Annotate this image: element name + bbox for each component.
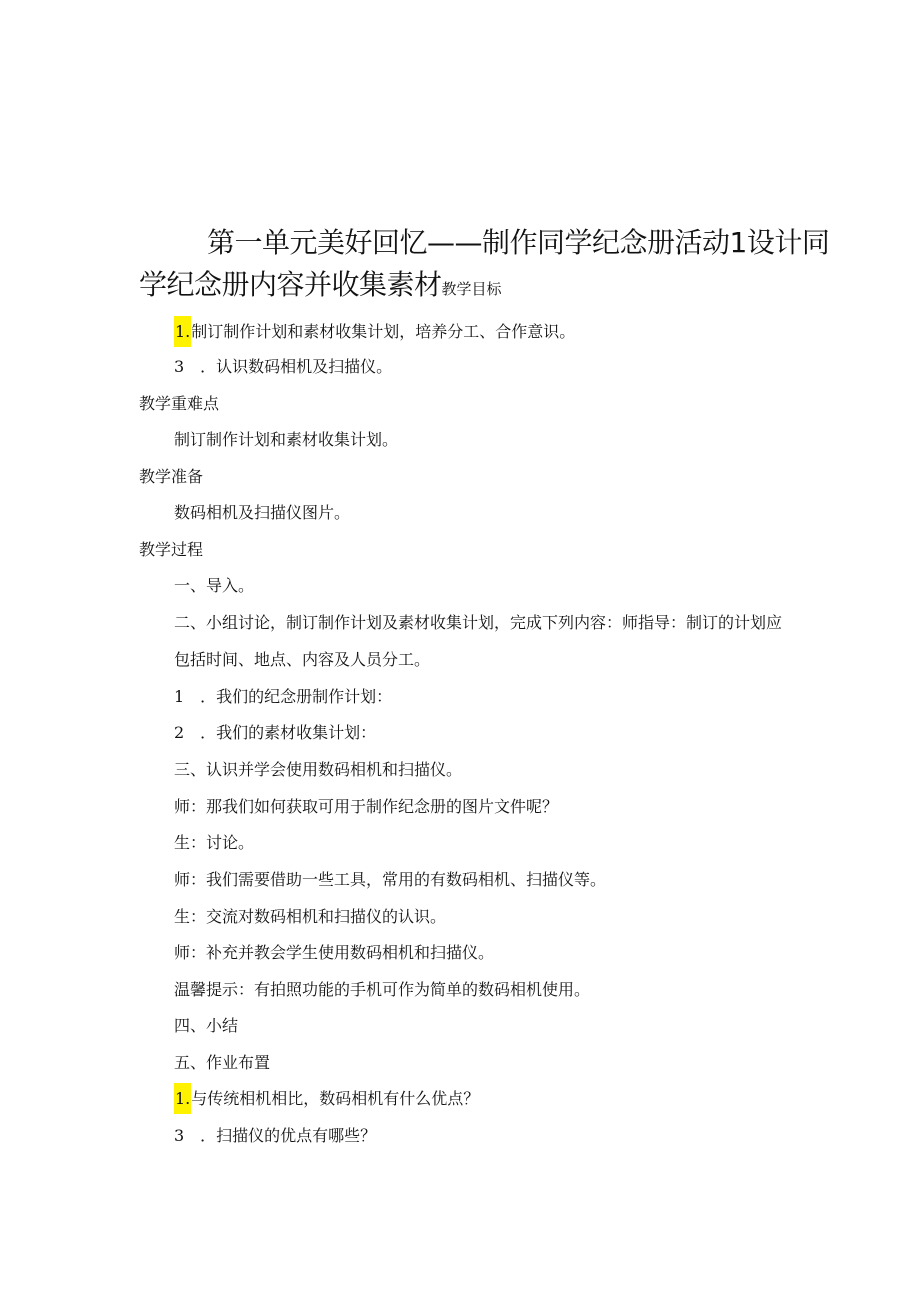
process-line: 温馨提示：有拍照功能的手机可作为简单的数码相机使用。 xyxy=(174,980,591,999)
goal-item-3: 3 ．认识数码相机及扫描仪。 xyxy=(174,357,393,376)
homework-item-3: 3 ．扫描仪的优点有哪些？ xyxy=(174,1126,377,1145)
goal-item-1 xyxy=(174,322,575,342)
process-line: 1 ．我们的纪念册制作计划： xyxy=(174,687,393,706)
process-line: 二、小组讨论，制订制作计划及素材收集计划，完成下列内容：师指导：制订的计划应 xyxy=(174,613,783,632)
preparation-text: 数码相机及扫描仪图片。 xyxy=(174,503,351,522)
process-line: 生：讨论。 xyxy=(174,833,255,852)
title-main: 第一单元美好回忆——制作同学纪念册活动1设计同学纪念册内容并收集素材 xyxy=(139,226,830,301)
process-line: 师：我们需要借助一些工具，常用的有数码相机、扫描仪等。 xyxy=(174,870,607,889)
document-title xyxy=(139,222,839,310)
difficulty-text: 制订制作计划和素材收集计划。 xyxy=(174,430,399,449)
highlighted-number: 1. xyxy=(174,316,191,347)
process-line: 师：补充并教会学生使用数码相机和扫描仪。 xyxy=(174,943,495,962)
homework-item-1-text: 与传统相机相比，数码相机有什么优点？ xyxy=(191,1089,480,1108)
heading-difficulty: 教学重难点 xyxy=(139,394,220,413)
process-line: 五、作业布置 xyxy=(174,1053,271,1072)
process-line: 一、导入。 xyxy=(174,576,255,595)
process-line: 2 ．我们的素材收集计划： xyxy=(174,723,377,742)
process-line: 包括时间、地点、内容及人员分工。 xyxy=(174,650,431,669)
title-section-goals: 教学目标 xyxy=(441,280,502,298)
homework-item-1 xyxy=(174,1089,479,1109)
process-line: 生：交流对数码相机和扫描仪的认识。 xyxy=(174,907,447,926)
process-line: 四、小结 xyxy=(174,1016,239,1035)
process-line: 师：那我们如何获取可用于制作纪念册的图片文件呢？ xyxy=(174,797,559,816)
heading-process: 教学过程 xyxy=(139,540,204,559)
process-line: 三、认识并学会使用数码相机和扫描仪。 xyxy=(174,760,463,779)
highlighted-number: 1. xyxy=(174,1083,191,1114)
heading-preparation: 教学准备 xyxy=(139,467,204,486)
goal-item-1-text: 制订制作计划和素材收集计划，培养分工、合作意识。 xyxy=(191,322,576,341)
